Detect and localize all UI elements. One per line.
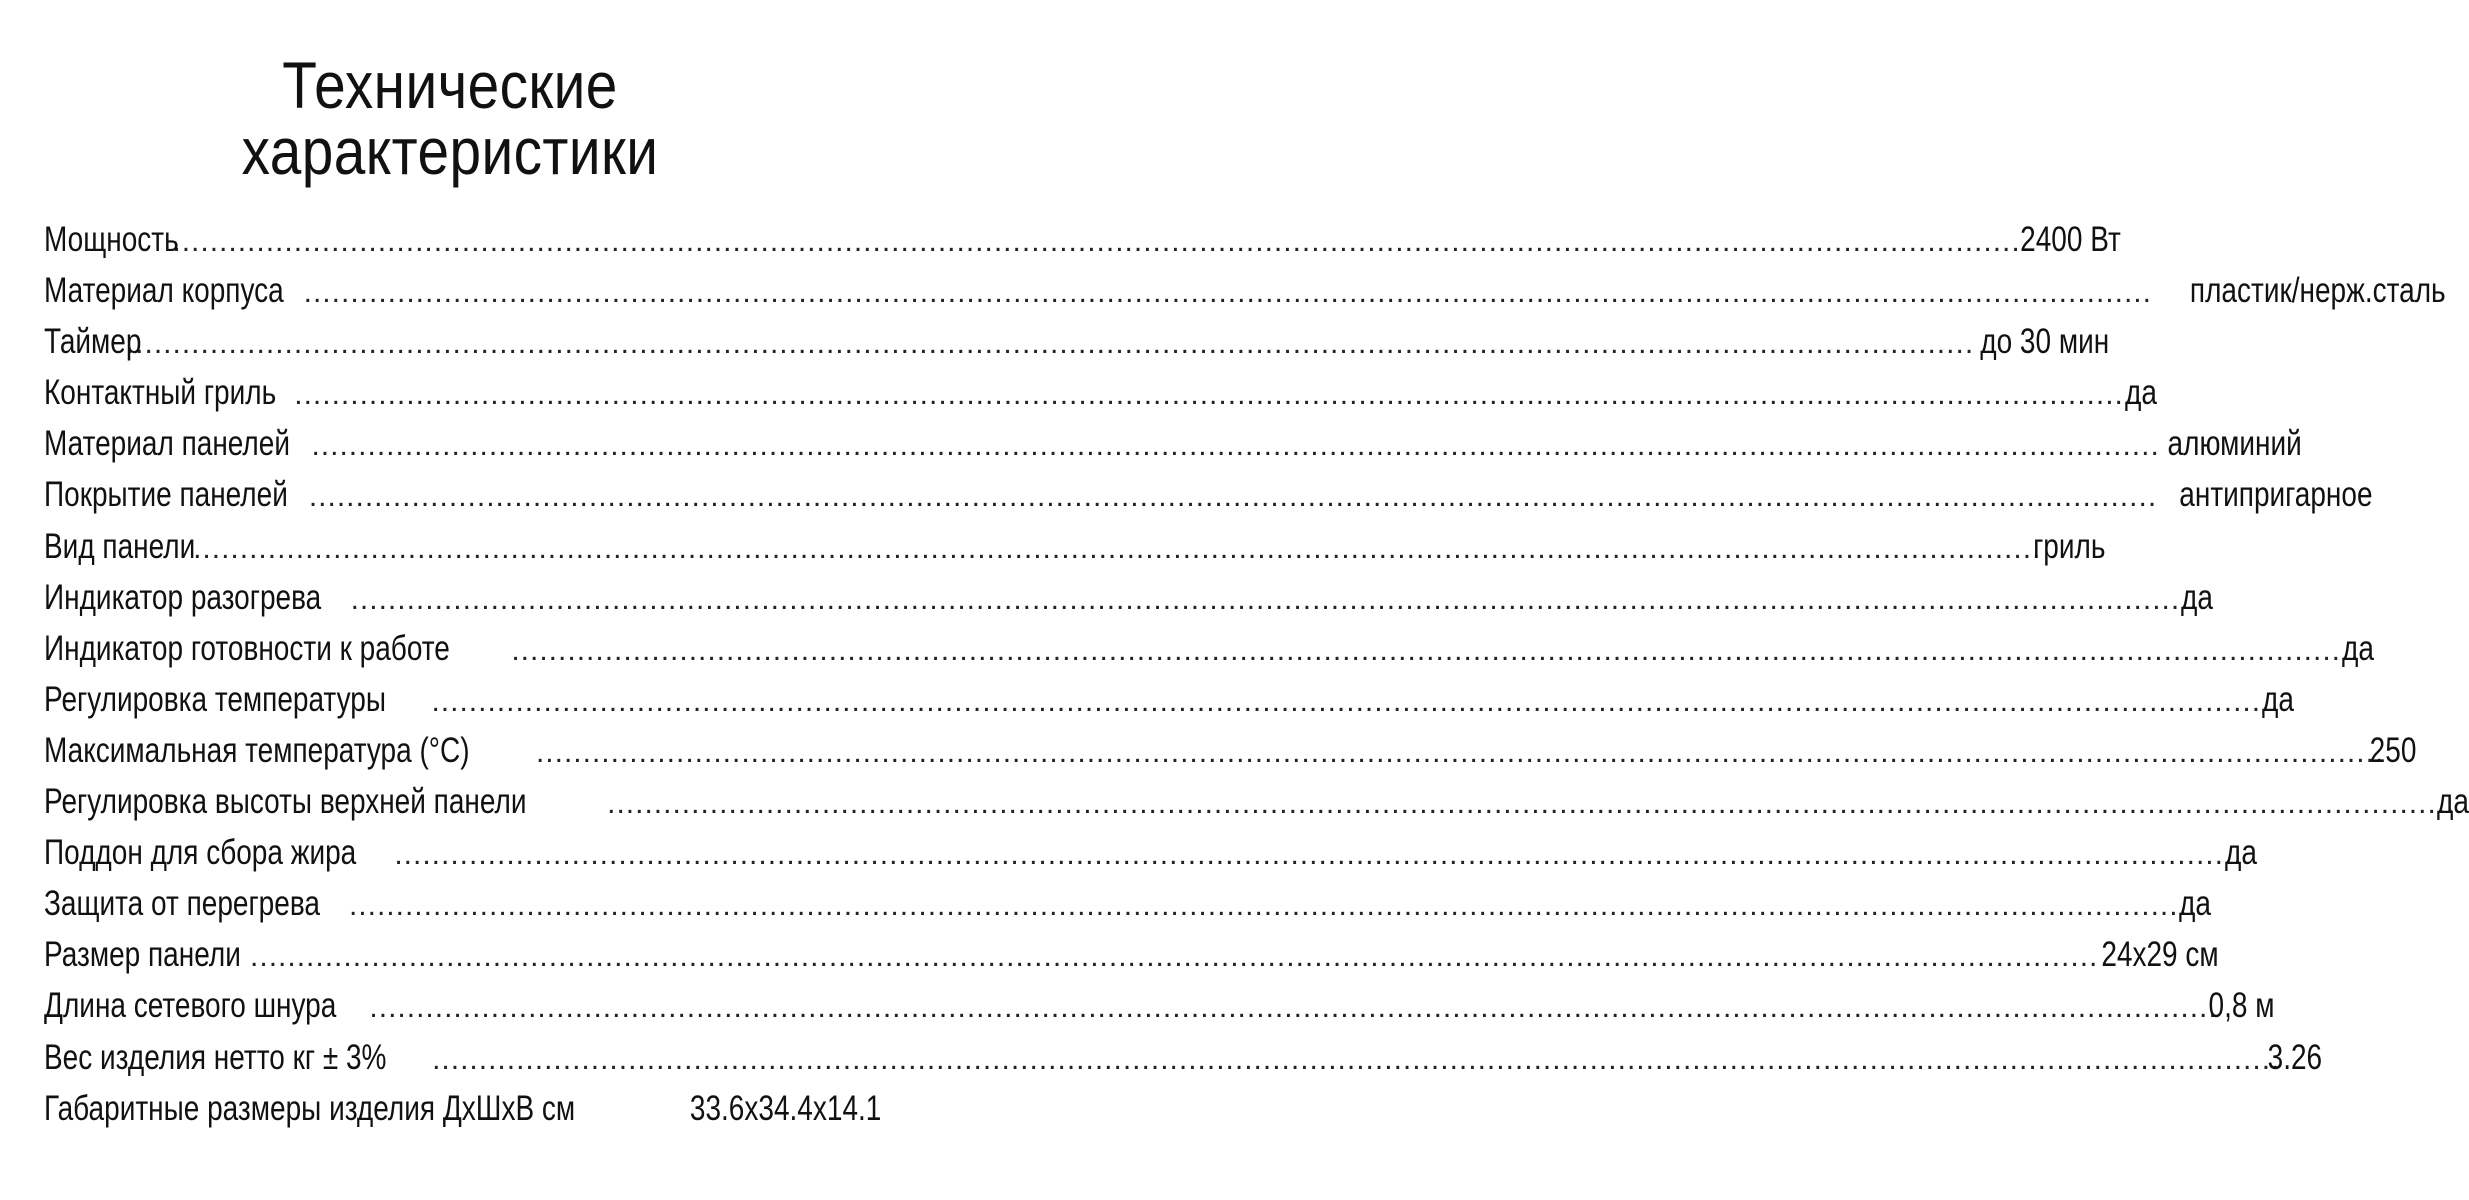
spec-row-dimensions	[44, 1083, 882, 1134]
dot-leader	[369, 982, 2217, 1033]
spec-row-ready-indicator	[44, 623, 2374, 674]
spec-row-drip-tray	[44, 827, 2257, 878]
spec-label: Регулировка высоты верхней панели	[44, 782, 527, 822]
dot-leader	[394, 829, 2242, 880]
spec-label: Контактный гриль	[44, 373, 277, 413]
spec-value: 24x29 см	[2101, 935, 2220, 975]
spec-row-panel-type	[44, 521, 2106, 572]
spec-row-panel-coating	[44, 469, 2373, 520]
spec-value: гриль	[2033, 526, 2106, 566]
dot-leader	[536, 727, 2384, 778]
spec-label: Таймер	[44, 322, 142, 362]
page-title	[63, 48, 837, 188]
spec-value: алюминий	[2167, 424, 2302, 464]
spec-label: Регулировка температуры	[44, 679, 386, 719]
spec-value: да	[2341, 628, 2374, 668]
dot-leader	[431, 676, 2279, 727]
spec-label: Индикатор готовности к работе	[44, 628, 450, 668]
dot-leader	[432, 1034, 2280, 1085]
spec-value: 33.6x34.4x14.1	[689, 1088, 882, 1128]
spec-value: до 30 мин	[1980, 322, 2110, 362]
spec-row-timer	[44, 316, 2110, 367]
spec-row-max-temperature	[44, 725, 2417, 776]
spec-row-body-material	[44, 265, 2446, 316]
spec-list	[44, 214, 2469, 1134]
dot-leader	[250, 931, 2098, 982]
page-title-line-1: Технические	[282, 48, 618, 122]
dot-leader	[351, 574, 2199, 625]
spec-value: да	[2224, 833, 2257, 873]
spec-row-heat-indicator	[44, 572, 2213, 623]
spec-value: 0,8 м	[2208, 986, 2275, 1026]
spec-label: Материал корпуса	[44, 271, 284, 311]
spec-row-panel-size	[44, 929, 2220, 980]
spec-value: 250	[2369, 730, 2417, 770]
spec-row-top-panel-height	[44, 776, 2469, 827]
dot-leader	[607, 778, 2455, 829]
dot-leader	[126, 318, 1974, 369]
spec-value: да	[2180, 577, 2213, 617]
dot-leader	[311, 420, 2159, 471]
spec-value: 2400 Вт	[2019, 220, 2121, 259]
spec-value: да	[2261, 679, 2294, 719]
spec-label: Размер панели	[44, 935, 241, 975]
spec-label: Максимальная температура (°С)	[44, 730, 470, 770]
dot-leader	[193, 523, 2041, 574]
spec-label: Вид панели	[44, 526, 196, 566]
spec-label: Индикатор разогрева	[44, 577, 322, 617]
dot-leader	[294, 369, 2142, 420]
dot-leader	[309, 471, 2157, 522]
spec-label: Защита от перегрева	[44, 884, 320, 924]
spec-label: Габаритные размеры изделия ДxШxВ см	[44, 1088, 576, 1128]
spec-label: Материал панелей	[44, 424, 290, 464]
spec-row-temperature-control	[44, 674, 2294, 725]
spec-label: Длина сетевого шнура	[44, 986, 337, 1026]
dot-leader	[349, 880, 2197, 931]
spec-row-power	[44, 214, 2121, 265]
spec-row-cord-length	[44, 980, 2275, 1031]
spec-value: антипригарное	[2179, 475, 2373, 515]
dot-leader	[172, 216, 2020, 267]
spec-value: да	[2124, 373, 2157, 413]
spec-label: Вес изделия нетто кг ± 3%	[44, 1037, 387, 1077]
spec-value: да	[2179, 884, 2212, 924]
dot-leader	[304, 267, 2152, 318]
spec-value: пластик/нерж.сталь	[2189, 271, 2446, 311]
spec-row-panel-material	[44, 418, 2302, 469]
dot-leader	[511, 625, 2359, 676]
spec-row-contact-grill	[44, 367, 2157, 418]
spec-value: 3.26	[2268, 1037, 2323, 1077]
spec-value: да	[2437, 782, 2469, 822]
page-title-line-2: характеристики	[241, 114, 659, 188]
spec-row-net-weight	[44, 1032, 2323, 1083]
spec-label: Покрытие панелей	[44, 475, 288, 515]
spec-row-overheat-protection	[44, 878, 2212, 929]
spec-label: Поддон для сбора жира	[44, 833, 357, 873]
spec-label: Мощность	[44, 220, 179, 259]
